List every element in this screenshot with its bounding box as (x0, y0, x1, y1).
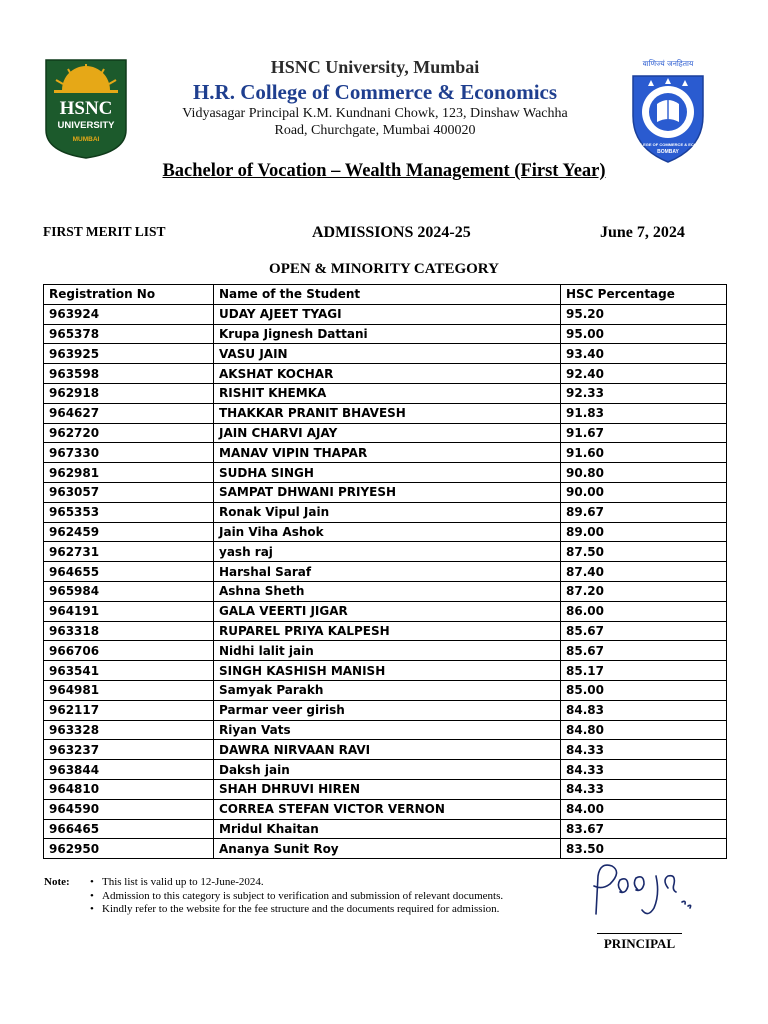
student-name: Mridul Khaitan (214, 819, 561, 839)
hsc-percentage: 92.33 (561, 383, 727, 403)
registration-no: 965984 (44, 581, 214, 601)
table-row (44, 621, 727, 641)
note-item: • Kindly refer to the website for the fee structure and the documents required for admission. (88, 903, 548, 917)
student-name: JAIN CHARVI AJAY (214, 423, 561, 443)
table-row (44, 463, 727, 483)
student-name: MANAV VIPIN THAPAR (214, 443, 561, 463)
registration-no: 963318 (44, 621, 214, 641)
crest-city: BOMBAY (657, 149, 679, 155)
registration-no: 962731 (44, 542, 214, 562)
registration-no: 962981 (44, 463, 214, 483)
hsc-percentage: 91.83 (561, 403, 727, 423)
table-row (44, 779, 727, 799)
hsc-percentage: 92.40 (561, 364, 727, 384)
student-name: Krupa Jignesh Dattani (214, 324, 561, 344)
student-name: Ronak Vipul Jain (214, 502, 561, 522)
note-label: Note: (44, 876, 70, 888)
student-name: RUPAREL PRIYA KALPESH (214, 621, 561, 641)
admissions-year: ADMISSIONS 2024-25 (312, 224, 471, 241)
table-row (44, 443, 727, 463)
registration-no: 964810 (44, 779, 214, 799)
hsc-percentage: 87.40 (561, 562, 727, 582)
hsc-percentage: 95.20 (561, 304, 727, 324)
student-name: GALA VEERTI JIGAR (214, 601, 561, 621)
hsc-percentage: 85.17 (561, 661, 727, 681)
registration-no: 964590 (44, 799, 214, 819)
hsc-percentage: 91.67 (561, 423, 727, 443)
signature-line (597, 933, 682, 934)
college-crest-logo (621, 56, 715, 166)
hsc-percentage: 85.67 (561, 641, 727, 661)
hsc-percentage: 84.83 (561, 700, 727, 720)
header-registration-no: Registration No (44, 285, 214, 305)
hsc-percentage: 84.80 (561, 720, 727, 740)
student-name: UDAY AJEET TYAGI (214, 304, 561, 324)
hsc-percentage: 84.33 (561, 740, 727, 760)
hsc-percentage: 84.33 (561, 760, 727, 780)
table-row (44, 522, 727, 542)
hsc-percentage: 83.67 (561, 819, 727, 839)
college-address (140, 105, 610, 139)
header-hsc-percentage: HSC Percentage (561, 285, 727, 305)
hsc-percentage: 90.00 (561, 482, 727, 502)
merit-table (43, 284, 727, 859)
table-row (44, 482, 727, 502)
registration-no: 962117 (44, 700, 214, 720)
address-line-2: Road, Churchgate, Mumbai 400020 (274, 123, 476, 138)
hsc-percentage: 87.20 (561, 581, 727, 601)
table-row (44, 799, 727, 819)
registration-no: 966465 (44, 819, 214, 839)
table-row (44, 403, 727, 423)
student-name: Samyak Parakh (214, 680, 561, 700)
registration-no: 964655 (44, 562, 214, 582)
logo-line2: UNIVERSITY (57, 120, 115, 131)
principal-title: PRINCIPAL (603, 936, 676, 951)
logo-line1: HSNC (59, 98, 113, 119)
student-name: AKSHAT KOCHAR (214, 364, 561, 384)
table-row (44, 364, 727, 384)
student-name: SAMPAT DHWANI PRIYESH (214, 482, 561, 502)
student-name: Daksh jain (214, 760, 561, 780)
hsc-percentage: 87.50 (561, 542, 727, 562)
student-name: CORREA STEFAN VICTOR VERNON (214, 799, 561, 819)
hsc-percentage: 84.00 (561, 799, 727, 819)
table-header-row (44, 285, 727, 305)
student-name: SHAH DHRUVI HIREN (214, 779, 561, 799)
crest-ring-text: H.R. COLLEGE OF COMMERCE & ECONOMICS (623, 142, 713, 147)
student-name: Ashna Sheth (214, 581, 561, 601)
table-row (44, 304, 727, 324)
student-name: Parmar veer girish (214, 700, 561, 720)
hsc-percentage: 84.33 (561, 779, 727, 799)
hsc-percentage: 85.00 (561, 680, 727, 700)
hsc-percentage: 90.80 (561, 463, 727, 483)
university-name: HSNC University, Mumbai (270, 57, 480, 77)
principal-signature (582, 856, 700, 926)
table-row (44, 502, 727, 522)
hsc-percentage: 86.00 (561, 601, 727, 621)
student-name: RISHIT KHEMKA (214, 383, 561, 403)
table-row (44, 661, 727, 681)
table-row (44, 581, 727, 601)
table-row (44, 423, 727, 443)
student-name: Jain Viha Ashok (214, 522, 561, 542)
college-name: H.R. College of Commerce & Economics (192, 80, 558, 104)
registration-no: 967330 (44, 443, 214, 463)
table-row (44, 720, 727, 740)
table-row (44, 760, 727, 780)
table-row (44, 680, 727, 700)
registration-no: 963844 (44, 760, 214, 780)
hsc-percentage: 85.67 (561, 621, 727, 641)
note-item: • Admission to this category is subject to verification and submission of relevant documents. (88, 890, 548, 904)
hsc-percentage: 95.00 (561, 324, 727, 344)
list-name: FIRST MERIT LIST (43, 224, 166, 239)
logo-line3: MUMBAI (72, 136, 100, 143)
registration-no: 963328 (44, 720, 214, 740)
registration-no: 963598 (44, 364, 214, 384)
registration-no: 962459 (44, 522, 214, 542)
hsnc-university-logo (42, 56, 130, 160)
student-name: SINGH KASHISH MANISH (214, 661, 561, 681)
notes-list (88, 876, 548, 917)
registration-no: 963541 (44, 661, 214, 681)
table-row (44, 819, 727, 839)
student-name: SUDHA SINGH (214, 463, 561, 483)
table-row (44, 562, 727, 582)
registration-no: 963924 (44, 304, 214, 324)
table-row (44, 344, 727, 364)
note-item: • This list is valid up to 12-June-2024. (88, 876, 548, 890)
hsc-percentage: 89.67 (561, 502, 727, 522)
student-name: yash raj (214, 542, 561, 562)
table-row (44, 740, 727, 760)
category-title: OPEN & MINORITY CATEGORY (269, 261, 499, 277)
registration-no: 966706 (44, 641, 214, 661)
address-line-1: Vidyasagar Principal K.M. Kundnani Chowk, 123, Dinshaw Wachha (182, 106, 568, 121)
course-title: Bachelor of Vocation – Wealth Management (First Year) (162, 161, 606, 181)
registration-no: 963237 (44, 740, 214, 760)
table-row (44, 641, 727, 661)
hsc-percentage: 93.40 (561, 344, 727, 364)
registration-no: 964627 (44, 403, 214, 423)
registration-no: 963057 (44, 482, 214, 502)
hsc-percentage: 89.00 (561, 522, 727, 542)
crest-motto: वाणिज्यं जनहिताय (642, 59, 694, 68)
table-row (44, 700, 727, 720)
student-name: Riyan Vats (214, 720, 561, 740)
registration-no: 964191 (44, 601, 214, 621)
registration-no: 962918 (44, 383, 214, 403)
registration-no: 964981 (44, 680, 214, 700)
list-date: June 7, 2024 (600, 224, 685, 241)
table-row (44, 542, 727, 562)
hsc-percentage: 91.60 (561, 443, 727, 463)
student-name: Nidhi lalit jain (214, 641, 561, 661)
student-name: Harshal Saraf (214, 562, 561, 582)
student-name: Ananya Sunit Roy (214, 839, 561, 859)
student-name: THAKKAR PRANIT BHAVESH (214, 403, 561, 423)
registration-no: 963925 (44, 344, 214, 364)
registration-no: 962950 (44, 839, 214, 859)
student-name: VASU JAIN (214, 344, 561, 364)
table-row (44, 383, 727, 403)
table-row (44, 324, 727, 344)
header-student-name: Name of the Student (214, 285, 561, 305)
hsc-percentage: 83.50 (561, 839, 727, 859)
registration-no: 962720 (44, 423, 214, 443)
student-name: DAWRA NIRVAAN RAVI (214, 740, 561, 760)
registration-no: 965353 (44, 502, 214, 522)
registration-no: 965378 (44, 324, 214, 344)
table-row (44, 601, 727, 621)
